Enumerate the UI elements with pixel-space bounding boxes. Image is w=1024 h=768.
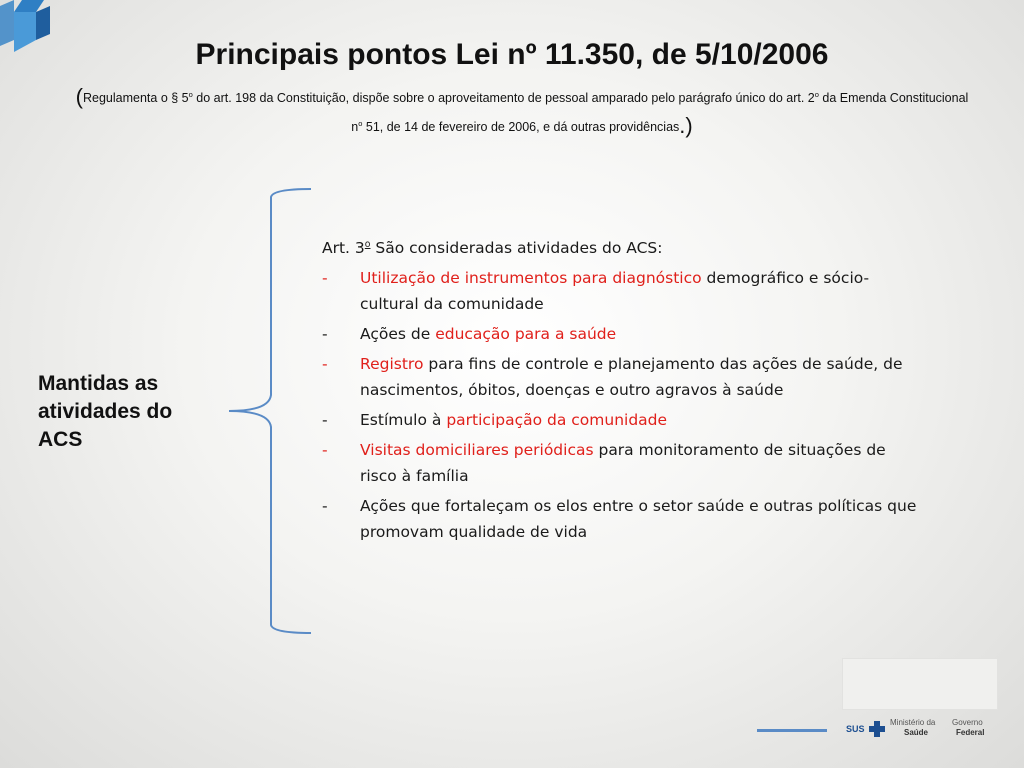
item-highlight: Visitas domiciliares periódicas — [360, 441, 594, 460]
list-item — [322, 407, 922, 433]
health-cross-icon — [867, 719, 887, 739]
list-dash: - — [322, 411, 328, 430]
left-label: Mantidas as atividades do ACS — [38, 372, 173, 451]
list-dash: - — [322, 441, 328, 460]
list-item — [322, 493, 922, 545]
sus-label: SUS — [846, 724, 865, 734]
page-title: Principais pontos Lei nº 11.350, de 5/10/2006 — [195, 38, 829, 71]
gov-line1: Governo — [952, 718, 983, 727]
subtitle-part1: Regulamenta o § 5 — [83, 91, 189, 106]
footer-accent-line — [757, 729, 827, 732]
footer-placeholder-box — [842, 658, 998, 710]
intro-sup: o — [364, 239, 371, 250]
subtitle-open-paren: ( — [75, 84, 83, 110]
item-text: demográfico e sócio-cultural da comunidade — [360, 269, 870, 314]
list-dash: - — [322, 325, 328, 344]
item-text: para fins de controle e planejamento das ações de saúde, de nascimentos, óbitos, doenças e outro agravos à saúde — [360, 355, 903, 400]
item-text: para monitoramento de situações de risco à família — [360, 441, 886, 486]
subtitle-sup2: o — [814, 90, 819, 99]
item-highlight: Registro — [360, 355, 424, 374]
subtitle-sup3: o — [358, 119, 363, 129]
item-highlight: educação para a saúde — [435, 325, 617, 344]
item-highlight: participação da comunidade — [446, 411, 668, 430]
item-text: Ações de — [360, 325, 436, 344]
activities-list — [322, 232, 922, 549]
curly-brace-icon — [225, 185, 315, 637]
list-dash: - — [322, 269, 328, 288]
list-item — [322, 437, 922, 489]
page-subtitle — [70, 82, 974, 140]
government-label — [952, 718, 984, 738]
list-item — [322, 351, 922, 403]
intro-rest: São consideradas atividades do ACS: — [370, 239, 663, 258]
item-highlight: Utilização de instrumentos para diagnóstico — [360, 269, 702, 288]
list-item — [322, 265, 922, 317]
subtitle-part4: 51, de 14 de fevereiro de 2006, e dá outras providências — [362, 120, 680, 135]
subtitle-part2: do art. 198 da Constituição, dispõe sobre o aproveitamento de pessoal amparado pelo parágrafo único do art. 2 — [192, 91, 815, 106]
ministry-label — [890, 718, 935, 738]
subtitle-close-paren: .) — [679, 113, 693, 139]
list-item — [322, 321, 922, 347]
item-text: Ações que fortaleçam os elos entre o setor saúde e outras políticas que promovam qualidade de vida — [360, 497, 917, 542]
ministry-line2: Saúde — [904, 728, 929, 737]
intro-prefix: Art. 3 — [322, 239, 365, 258]
list-dash: - — [322, 355, 328, 374]
list-dash: - — [322, 497, 328, 516]
subtitle-sup1: o — [188, 90, 193, 99]
article-intro — [322, 232, 922, 261]
subtitle-part3: da Emenda Constitucional n — [351, 91, 969, 135]
sus-logo — [846, 716, 887, 742]
item-text: Estímulo à — [360, 411, 447, 430]
ministry-line1: Ministério da — [890, 718, 936, 727]
gov-line2: Federal — [956, 728, 985, 737]
